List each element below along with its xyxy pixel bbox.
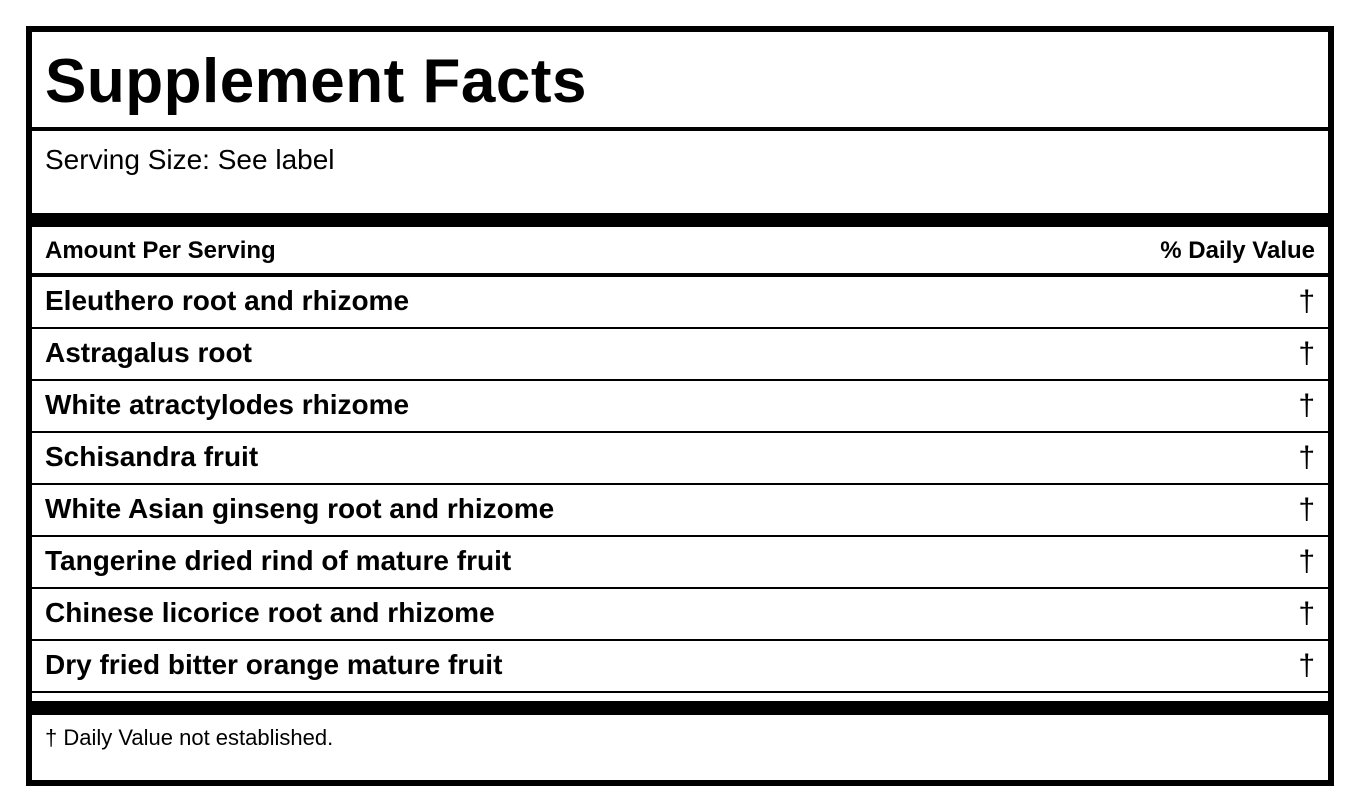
ingredient-daily-value: †	[1298, 389, 1315, 422]
serving-size: Serving Size: See label	[45, 144, 335, 175]
supplement-facts-panel	[26, 26, 1334, 786]
amount-per-serving-header: Amount Per Serving	[45, 237, 276, 264]
ingredient-daily-value: †	[1298, 337, 1315, 370]
title-row	[32, 32, 1328, 131]
footnote: † Daily Value not established.	[45, 725, 334, 750]
ingredient-row	[32, 329, 1328, 381]
ingredient-name: Chinese licorice root and rhizome	[45, 597, 495, 628]
ingredient-daily-value: †	[1298, 493, 1315, 526]
panel-title: Supplement Facts	[45, 47, 587, 116]
ingredient-name: White Asian ginseng root and rhizome	[45, 493, 555, 524]
ingredient-name: Dry fried bitter orange mature fruit	[45, 649, 503, 680]
thick-divider	[32, 693, 1328, 715]
ingredient-row	[32, 589, 1328, 641]
ingredient-name: Tangerine dried rind of mature fruit	[45, 545, 512, 576]
ingredient-row	[32, 641, 1328, 693]
ingredient-row	[32, 485, 1328, 537]
ingredient-daily-value: †	[1298, 285, 1315, 318]
daily-value-header: % Daily Value	[1160, 237, 1315, 264]
ingredient-daily-value: †	[1298, 545, 1315, 578]
ingredient-name: Schisandra fruit	[45, 441, 259, 472]
ingredient-name: Eleuthero root and rhizome	[45, 285, 410, 316]
footnote-row	[32, 715, 1328, 765]
ingredient-name: White atractylodes rhizome	[45, 389, 410, 420]
ingredient-daily-value: †	[1298, 441, 1315, 474]
ingredient-row	[32, 381, 1328, 433]
ingredient-daily-value: †	[1298, 597, 1315, 630]
ingredient-row	[32, 433, 1328, 485]
column-header-row	[32, 227, 1328, 277]
ingredient-row	[32, 537, 1328, 589]
ingredient-daily-value: †	[1298, 649, 1315, 682]
serving-size-row	[32, 131, 1328, 227]
ingredient-row	[32, 277, 1328, 329]
ingredient-name: Astragalus root	[45, 337, 252, 368]
